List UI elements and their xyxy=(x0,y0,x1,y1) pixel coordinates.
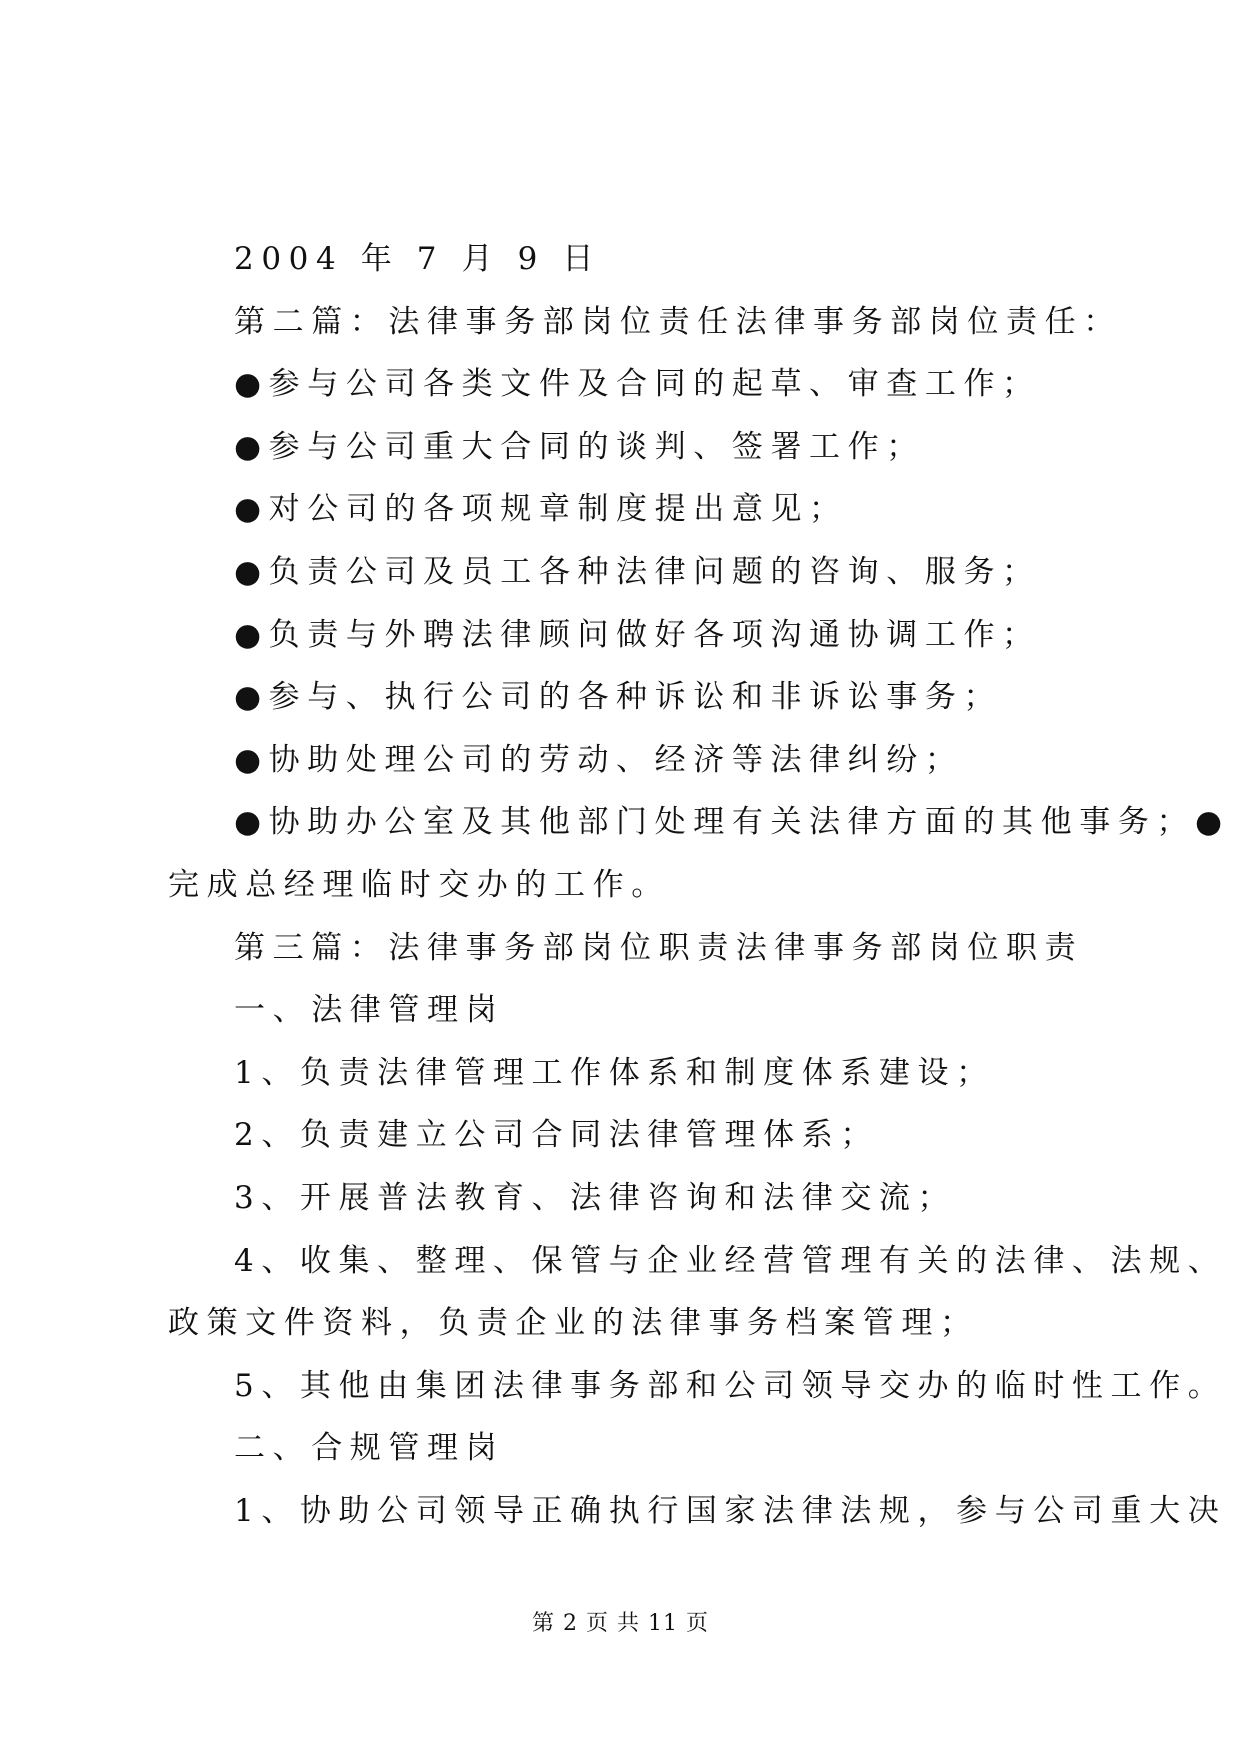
bullet-item: ●协助办公室及其他部门处理有关法律方面的其他事务；● xyxy=(234,804,1230,841)
subsection-heading: 二、合规管理岗 xyxy=(234,1430,505,1467)
numbered-item: 1、协助公司领导正确执行国家法律法规，参与公司重大决 xyxy=(234,1492,1227,1529)
bullet-item: ●负责与外聘法律顾问做好各项沟通协调工作； xyxy=(234,616,1041,653)
section-heading-part-2: 第二篇：法律事务部岗位责任法律事务部岗位责任： xyxy=(234,303,1122,340)
document-body xyxy=(168,228,1230,1542)
numbered-item: 1、负责法律管理工作体系和制度体系建设； xyxy=(234,1054,995,1091)
page-number-footer: 第 2 页 共 11 页 xyxy=(532,1611,709,1636)
date-line: 2004 年 7 月 9 日 xyxy=(234,241,602,277)
bullet-item: ●参与公司重大合同的谈判、签署工作； xyxy=(234,428,925,465)
numbered-item-continuation: 政策文件资料，负责企业的法律事务档案管理； xyxy=(168,1305,979,1342)
bullet-item: ●对公司的各项规章制度提出意见； xyxy=(234,491,848,528)
subsection-heading: 一、法律管理岗 xyxy=(234,992,505,1029)
numbered-item: 3、开展普法教育、法律咨询和法律交流； xyxy=(234,1179,957,1216)
section-heading-part-3: 第三篇：法律事务部岗位职责法律事务部岗位职责 xyxy=(234,929,1084,966)
bullet-item: ●协助处理公司的劳动、经济等法律纠纷； xyxy=(234,741,964,778)
bullet-item: ●参与公司各类文件及合同的起草、审查工作； xyxy=(234,366,1041,403)
numbered-item: 2、负责建立公司合同法律管理体系； xyxy=(234,1117,879,1154)
numbered-item: 4、收集、整理、保管与企业经营管理有关的法律、法规、 xyxy=(234,1242,1227,1279)
numbered-item: 5、其他由集团法律事务部和公司领导交办的临时性工作。 xyxy=(234,1367,1227,1404)
bullet-item: ●负责公司及员工各种法律问题的咨询、服务； xyxy=(234,553,1041,590)
bullet-item-continuation: 完成总经理临时交办的工作。 xyxy=(168,866,670,903)
bullet-item: ●参与、执行公司的各种诉讼和非诉讼事务； xyxy=(234,679,1003,716)
